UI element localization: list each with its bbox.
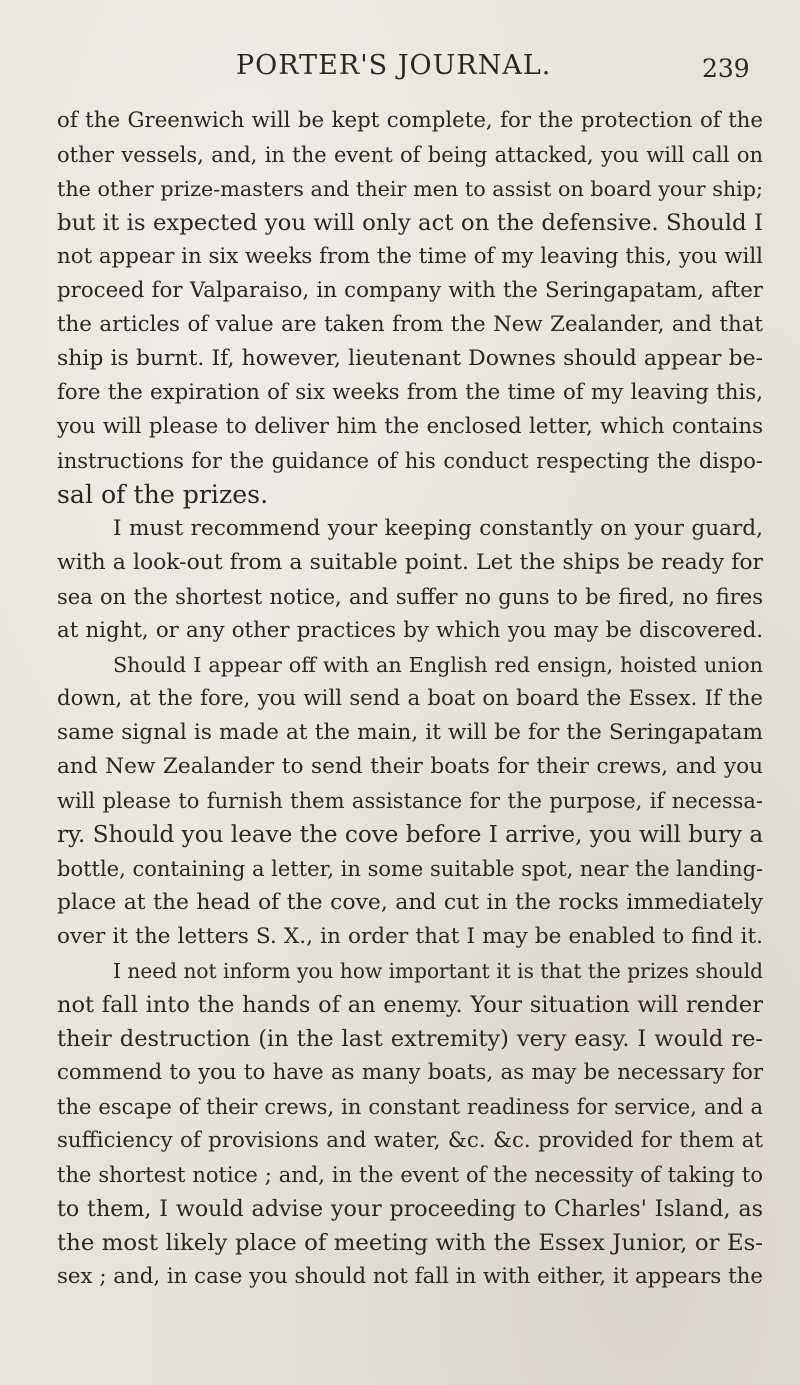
text-line: the most likely place of meeting with the Essex Junior, or Es- <box>57 1230 763 1256</box>
text-line: sea on the shortest notice, and suffer no guns to be fired, no fires <box>57 585 763 609</box>
journal-title: PORTER'S JOURNAL. <box>236 50 552 81</box>
text-line: same signal is made at the main, it will be for the Seringapatam <box>57 720 763 745</box>
text-line: ship is burnt. If, however, lieutenant Downes should appear be- <box>57 346 763 371</box>
text-line: to them, I would advise your proceeding to Charles' Island, as <box>57 1196 763 1222</box>
text-line: the shortest notice ; and, in the event of the necessity of taking to <box>57 1163 763 1187</box>
text-line: over it the letters S. X., in order that I may be enabled to find it. <box>57 924 763 949</box>
text-line: at night, or any other practices by which you may be discovered. <box>57 618 763 643</box>
text-line: and New Zealander to send their boats for their crews, and you <box>57 754 763 779</box>
body-text <box>57 104 763 1294</box>
text-line: place at the head of the cove, and cut in the rocks immediately <box>57 890 763 915</box>
text-line: fore the expiration of six weeks from the time of my leaving this, <box>57 380 763 405</box>
text-line: proceed for Valparaiso, in company with the Seringapatam, after <box>57 278 763 303</box>
running-head <box>0 44 800 84</box>
paragraph-start-line: I must recommend your keeping constantly on your guard, <box>113 516 763 541</box>
text-line: their destruction (in the last extremity) very easy. I would re- <box>57 1026 763 1052</box>
text-line: the other prize-masters and their men to assist on board your ship; <box>57 177 763 201</box>
text-line: you will please to deliver him the enclosed letter, which contains <box>57 414 763 439</box>
text-line: sal of the prizes. <box>57 480 269 509</box>
text-line: bottle, containing a letter, in some suitable spot, near the landing- <box>57 857 764 881</box>
text-line: the articles of value are taken from the New Zealander, and that <box>57 312 763 337</box>
text-line: with a look-out from a suitable point. Let the ships be ready for <box>57 550 763 575</box>
text-line: down, at the fore, you will send a boat on board the Essex. If the <box>57 686 763 711</box>
paragraph-start-line: I need not inform you how important it is that the prizes should <box>113 959 763 983</box>
text-line: not appear in six weeks from the time of my leaving this, you will <box>57 244 763 269</box>
text-line: but it is expected you will only act on the defensive. Should I <box>57 210 763 236</box>
text-line: the escape of their crews, in constant readiness for service, and a <box>57 1095 763 1119</box>
paragraph-start-line: Should I appear off with an English red ensign, hoisted union <box>113 653 763 677</box>
text-line: sex ; and, in case you should not fall in with either, it appears the <box>57 1264 763 1289</box>
text-line: sufficiency of provisions and water, &c. &c. provided for them at <box>57 1128 763 1153</box>
text-line: ry. Should you leave the cove before I arrive, you will bury a <box>57 822 764 848</box>
text-line: commend to you to have as many boats, as may be necessary for <box>57 1060 763 1085</box>
text-line: other vessels, and, in the event of being attacked, you will call on <box>57 143 763 167</box>
text-line: not fall into the hands of an enemy. Your situation will render <box>57 992 763 1018</box>
page-number: 239 <box>702 54 750 83</box>
text-line: will please to furnish them assistance for the purpose, if necessa- <box>57 789 763 813</box>
text-line: of the Greenwich will be kept complete, for the protection of the <box>57 108 763 133</box>
text-line: instructions for the guidance of his conduct respecting the dispo- <box>57 449 763 473</box>
